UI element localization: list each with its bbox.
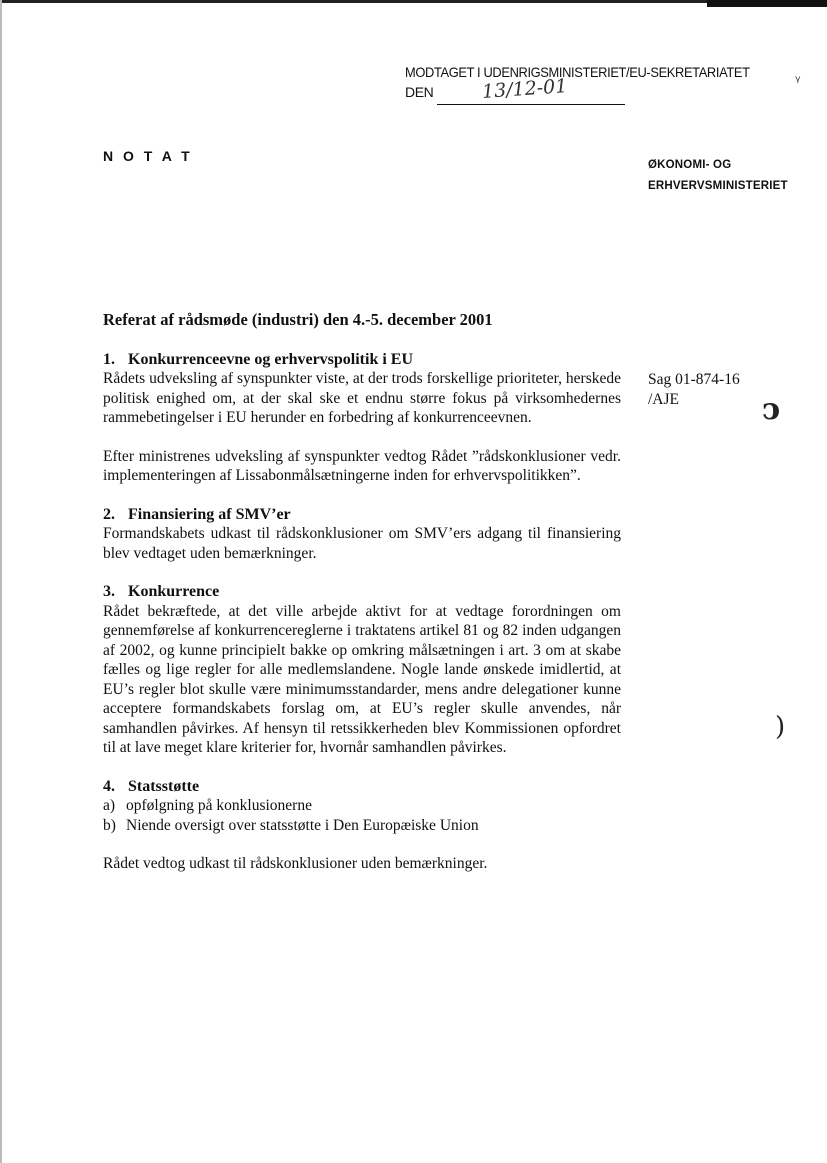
section-heading [103,350,621,370]
section-1 [103,350,621,486]
document-body [103,310,621,893]
ministry-line-1: ØKONOMI- OG [648,159,732,171]
section-heading [103,582,621,602]
left-scan-edge [0,0,2,1163]
section-heading [103,505,621,525]
list-item [103,796,621,816]
section-heading [103,777,621,797]
section-number: 2. [103,505,115,523]
section-number: 4. [103,777,115,795]
section-2 [103,505,621,564]
list-item [103,816,621,836]
document-title: Referat af rådsmøde (industri) den 4.-5. december 2001 [103,310,493,329]
section-title: Statsstøtte [128,777,200,795]
punch-hole-mark: ↄ [762,392,781,427]
section-4 [103,777,621,874]
section-3 [103,582,621,758]
section-paragraph: Efter ministrenes udveksling af synspunkter vedtog Rådet ”rådskonklusioner vedr. implementeringen af Lissabonmålsætningerne inden for erhvervspolitikken”. [103,447,621,484]
section-number: 1. [103,350,115,368]
section-paragraph: Rådet bekræftede, at det ville arbejde aktivt for at vedtage forordningen om gennemførelse af konkurrencereglerne i traktatens artikel 81 og 82 inden udgangen af 2002, og kunne principielt bakke op omkring målsætningen i art. 3 om at skabe fælles og lige regler for alle medlemslandene. Nogle lande ønskede imidlertid, at EU’s regler blot skulle være minimumsstandarder, mens andre delegationer kunne acceptere formandskabets forslag om, at EU’s regler skulle anvendes, når samhandlen påvirkes. Af hensyn til retssikkerheden blev Kommissionen opfordret til at lave meget klare kriterier for, hvornår samhandlen påvirkes. [103,602,621,756]
stamp-date-underline [437,104,625,105]
section-paragraph: Rådet vedtog udkast til rådskonklusioner uden bemærkninger. [103,855,488,872]
doc-type-label: N O T A T [103,148,193,164]
case-number: Sag 01-874-16 [648,371,740,388]
ministry-name [648,155,788,197]
ministry-line-2: ERHVERVSMINISTERIET [648,180,788,192]
section-paragraph: Rådets udveksling af synspunkter viste, at der trods forskellige prioriteter, herskede politisk enighed om, at der skal ske et endnu større fokus på virksomhedernes rammebetingelser i EU herunder en forbedring af konkurrenceevnen. [103,370,621,426]
section-number: 3. [103,583,115,600]
case-initials: /AJE [648,390,679,408]
section-title: Konkurrence [128,583,220,600]
list-marker: a) [103,797,116,814]
stamp-date-label: DEN [405,84,434,100]
top-scan-edge-thick [707,0,827,7]
section-title: Konkurrenceevne og erhvervspolitik i EU [128,350,414,368]
list-marker: b) [103,816,116,834]
list-text: Niende oversigt over statsstøtte i Den Europæiske Union [126,816,479,834]
section-title: Finansiering af SMV’er [128,505,291,523]
case-reference [648,370,740,409]
punch-hole-mark-lower: ) [775,712,786,742]
section-paragraph: Formandskabets udkast til rådskonklusioner om SMV’ers adgang til finansiering blev vedtaget uden bemærkninger. [103,525,621,562]
top-scan-edge [0,0,827,3]
handwritten-date: 13/12-01 [481,75,569,103]
received-stamp: MODTAGET I UDENRIGSMINISTERIET/EU-SEKRETARIATET [405,64,750,80]
scan-mark: ᵞ [795,72,801,90]
list-text: opfølgning på konklusionerne [126,797,312,814]
